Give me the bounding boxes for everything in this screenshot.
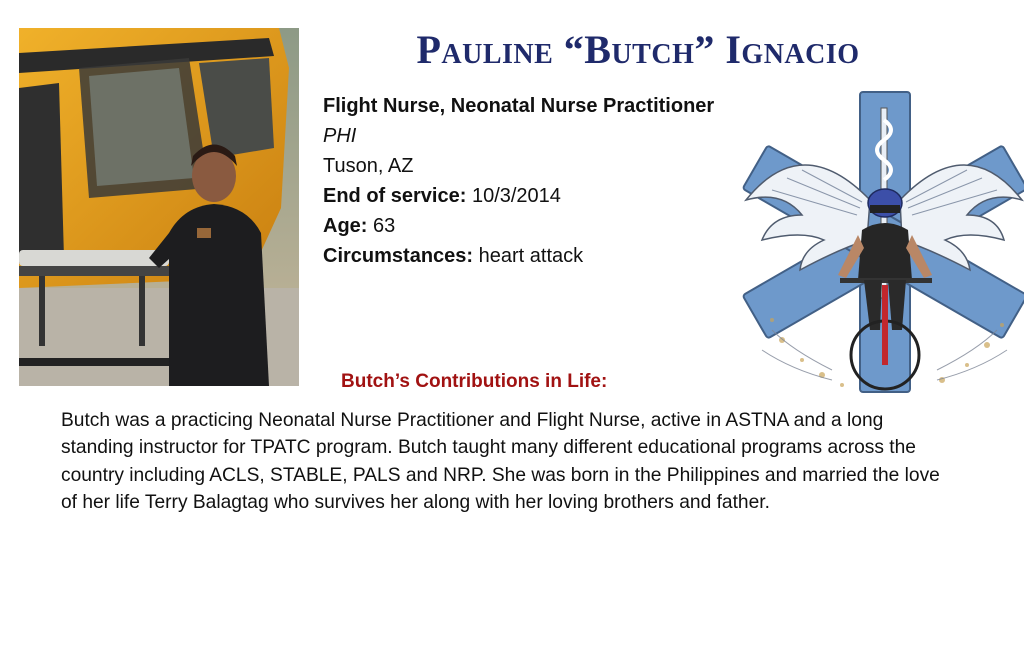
contributions-text: Butch was a practicing Neonatal Nurse Practitioner and Flight Nurse, active in ASTNA and a long standing instructor for TPATC program. Butch taught many different educational programs across the country including ACLS, STABLE, PALS and NRP. She was born in the Philippines and married the love of her life Terry Balagtag who survives her along with her loving brothers and father. — [61, 410, 940, 513]
contributions-heading: Butch’s Contributions in Life: — [341, 371, 608, 392]
role: Flight Nurse, Neonatal Nurse Practitioner — [323, 95, 715, 117]
person-name: Pauline “Butch” Ignacio — [416, 27, 860, 72]
age-label: Age: — [323, 215, 368, 237]
info-block — [323, 91, 714, 271]
end-of-service-value: 10/3/2014 — [471, 185, 561, 207]
circumstances-label: Circumstances: — [323, 245, 474, 267]
age-value: 63 — [373, 215, 396, 237]
star-of-life-emblem — [742, 90, 1024, 400]
end-of-service-row — [323, 181, 714, 211]
memorial-photo — [19, 28, 299, 386]
location: Tuson, AZ — [323, 155, 414, 177]
circumstances-value: heart attack — [478, 245, 584, 267]
age-row — [323, 211, 714, 241]
organization: PHI — [323, 125, 357, 147]
circumstances-row — [323, 241, 714, 271]
end-of-service-label: End of service: — [323, 185, 467, 207]
